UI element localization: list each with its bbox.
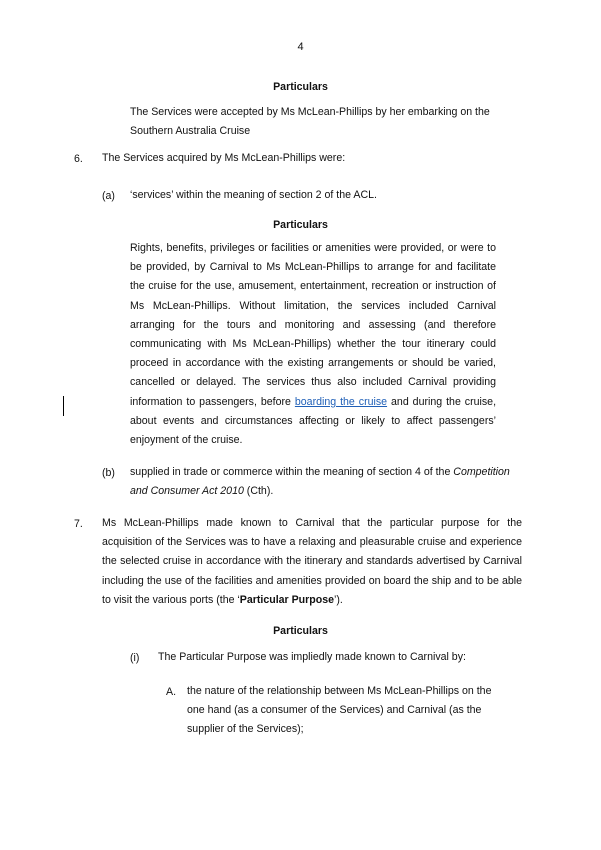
boarding-the-cruise-link[interactable]: boarding the cruise — [294, 395, 388, 408]
paragraph-6b-text-1: supplied in trade or commerce within the meaning of section 4 of the — [130, 466, 454, 478]
paragraph-6b-text-2: (Cth). — [243, 485, 274, 498]
particular-purpose-term: Particular Purpose — [239, 593, 334, 606]
particulars-text-before-link: Rights, benefits, privileges or facilities or amenities were provided, or were to be provided, by Carnival to Ms McLean-Phillips to arrange for and facilitate the cruise for the use, amusement, entertainment, recreation or instruction of Ms McLean-Phillips. Without limitation, the services included Carnival arranging for the tours and monitoring and assessing (and therefore communicating with Ms McLean-Phillips) whether the tour itinerary could proceed in accordance with the existing arrangements or should be varied, cancelled or delayed. The services thus also included Carnival providing information to passengers, before — [130, 242, 496, 408]
paragraph-7-text-1: Ms McLean-Phillips made known to Carnival that the particular purpose for the acquisition of the Services was to have a relaxing and pleasurable cruise and experience the selected cruise in accordance with the itinerary and standards advertised by Carnival including the use of the facilities and amenities provided on board the ship and to be able to visit the various ports (the ‘ — [102, 517, 522, 606]
paragraph-7-number: 7. — [74, 518, 83, 530]
act-name: Competition and Consumer Act 2010 — [130, 466, 510, 498]
paragraph-7i-text: The Particular Purpose was impliedly made known to Carnival by: — [158, 651, 466, 663]
paragraph-7-text-2: ’). — [333, 593, 343, 606]
paragraph-7iA-text: the nature of the relationship between Ms McLean-Phillips on the one hand (as a consumer of the Services) and Carnival (as the supplier of the Services); — [187, 685, 492, 736]
paragraph-6-text: The Services acquired by Ms McLean-Phillips were: — [102, 152, 346, 164]
paragraph-6-particulars — [130, 239, 496, 450]
paragraph-6-number: 6. — [74, 153, 83, 165]
services-accepted-particulars: The Services were accepted by Ms McLean-Phillips by her embarking on the Southern Australia Cruise — [130, 106, 490, 138]
page-number: 4 — [297, 41, 304, 53]
particulars-heading-2: Particulars — [273, 219, 328, 231]
paragraph-6a-label: (a) — [102, 190, 115, 202]
paragraph-7iA-label: A. — [166, 686, 177, 698]
paragraph-6b-text — [130, 463, 528, 501]
change-bar — [63, 396, 64, 416]
particulars-text-after-link: and during the cruise, about events and circumstances affecting or likely to affect passengers’ enjoyment of the cruise. — [130, 395, 497, 447]
paragraph-7-text — [102, 514, 522, 610]
particulars-heading-1: Particulars — [273, 81, 328, 93]
paragraph-6b-label: (b) — [102, 467, 115, 479]
particulars-heading-3: Particulars — [273, 625, 328, 637]
paragraph-7i-label: (i) — [130, 652, 140, 664]
paragraph-6a-text: ‘services’ within the meaning of section 2 of the ACL. — [130, 189, 377, 201]
